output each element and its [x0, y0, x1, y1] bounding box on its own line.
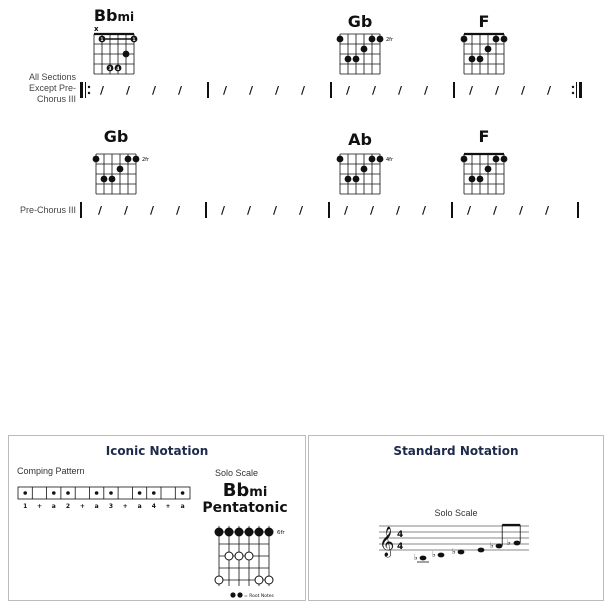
note-head — [438, 553, 445, 558]
slash: / — [248, 84, 254, 97]
slash-staff-1 — [80, 80, 590, 100]
chord-name-f-2 — [454, 127, 514, 146]
slash: / — [125, 84, 131, 97]
slash: / — [177, 84, 183, 97]
slash: / — [369, 204, 375, 217]
treble-clef-icon: 𝄞 — [379, 527, 395, 557]
section-label-line: All Sections — [28, 72, 76, 82]
fret-label: 2fr — [386, 37, 393, 43]
standard-notation-panel — [308, 435, 604, 601]
section-label-all-sections — [8, 72, 76, 105]
slash: / — [246, 204, 252, 217]
slash: / — [421, 204, 427, 217]
count-label: + — [165, 503, 171, 510]
slash: / — [274, 84, 280, 97]
slash: / — [222, 84, 228, 97]
slash: / — [468, 84, 474, 97]
comping-pattern-grid — [17, 486, 193, 512]
flat-accidental: ♭ — [452, 547, 456, 556]
flat-accidental: ♭ — [432, 550, 436, 559]
root-notes-legend: = Root Notes — [244, 594, 274, 599]
chord-root: Gb — [103, 127, 129, 146]
slash: / — [298, 204, 304, 217]
note-head — [496, 544, 503, 549]
count-label: a — [137, 503, 142, 510]
finger-number: 4 — [116, 67, 120, 72]
chord-name-f — [454, 12, 514, 31]
finger-number: 1 — [132, 38, 136, 43]
scale-root: Bb — [222, 480, 250, 501]
chord-name-gb — [330, 12, 390, 31]
scale-chord-name — [195, 480, 295, 501]
chord-diagram-ab — [334, 150, 404, 198]
count-label: a — [51, 503, 56, 510]
section-label-line: Chorus III — [36, 94, 76, 104]
flat-accidental: ♭ — [490, 541, 494, 550]
time-signature-top: 4 — [397, 530, 404, 540]
slash: / — [272, 204, 278, 217]
count-label: + — [36, 503, 43, 510]
section-label-pre-chorus: Pre-Chorus III — [19, 205, 76, 215]
count-label: + — [79, 503, 85, 510]
count-label: 3 — [108, 503, 114, 510]
note-head — [420, 556, 427, 561]
fret-label: 6fr — [277, 530, 285, 536]
scale-name: Pentatonic — [202, 500, 288, 516]
slash: / — [520, 84, 526, 97]
time-signature-bottom: 4 — [397, 542, 404, 552]
note-head — [458, 550, 465, 555]
scale-diagram — [213, 522, 293, 600]
chord-name-bbmi — [84, 6, 144, 25]
slash: / — [397, 84, 403, 97]
finger-number: 1 — [100, 38, 104, 43]
mute-mark: x — [94, 25, 99, 33]
chord-root: Ab — [348, 130, 372, 149]
count-label: 2 — [65, 503, 71, 510]
chord-diagram-gb — [334, 30, 404, 78]
slash: / — [494, 84, 500, 97]
chord-diagram-bbmi — [88, 24, 144, 78]
slash: / — [300, 84, 306, 97]
solo-scale-label: Solo Scale — [215, 468, 259, 478]
iconic-notation-panel — [8, 435, 306, 601]
section-label-line: Except Pre- — [28, 83, 76, 93]
slash: / — [546, 84, 552, 97]
chord-diagram-f — [458, 30, 514, 78]
solo-scale-label: Solo Scale — [434, 508, 478, 518]
chord-name-ab — [330, 130, 390, 149]
count-label: a — [180, 503, 185, 510]
chord-diagram-gb-2 — [90, 150, 160, 198]
chord-root: Gb — [347, 12, 373, 31]
note-head — [478, 548, 485, 553]
slash: / — [371, 84, 377, 97]
fret-label: 2fr — [142, 157, 149, 163]
slash: / — [99, 84, 105, 97]
comping-pattern-label: Comping Pattern — [17, 466, 85, 476]
count-label: 1 — [23, 503, 28, 510]
chord-suffix: mi — [117, 10, 135, 24]
slash: / — [466, 204, 472, 217]
slash: / — [518, 204, 524, 217]
fret-label: 4fr — [386, 157, 393, 163]
slash: / — [423, 84, 429, 97]
slash: / — [123, 204, 129, 217]
slash: / — [97, 204, 103, 217]
count-label: 4 — [151, 503, 156, 510]
scale-suffix: mi — [249, 485, 268, 500]
music-staff — [377, 518, 533, 566]
chord-root: Bb — [93, 6, 118, 25]
slash: / — [175, 204, 181, 217]
count-label: a — [94, 503, 99, 510]
chord-root: F — [478, 12, 490, 31]
slash: / — [345, 84, 351, 97]
chord-root: F — [478, 127, 490, 146]
slash: / — [395, 204, 401, 217]
flat-accidental: ♭ — [414, 553, 418, 562]
slash: / — [151, 84, 157, 97]
slash-staff-2 — [80, 200, 590, 220]
finger-number: 3 — [108, 67, 112, 72]
slash: / — [492, 204, 498, 217]
slash: / — [149, 204, 155, 217]
count-label: + — [122, 503, 128, 510]
panel-title: Standard Notation — [393, 444, 519, 458]
flat-accidental: ♭ — [507, 538, 511, 547]
chord-diagram-f-2 — [458, 150, 514, 198]
note-head — [514, 541, 521, 546]
slash: / — [544, 204, 550, 217]
slash: / — [343, 204, 349, 217]
chord-name-gb-2 — [86, 127, 146, 146]
slash: / — [220, 204, 226, 217]
panel-title: Iconic Notation — [105, 444, 209, 458]
